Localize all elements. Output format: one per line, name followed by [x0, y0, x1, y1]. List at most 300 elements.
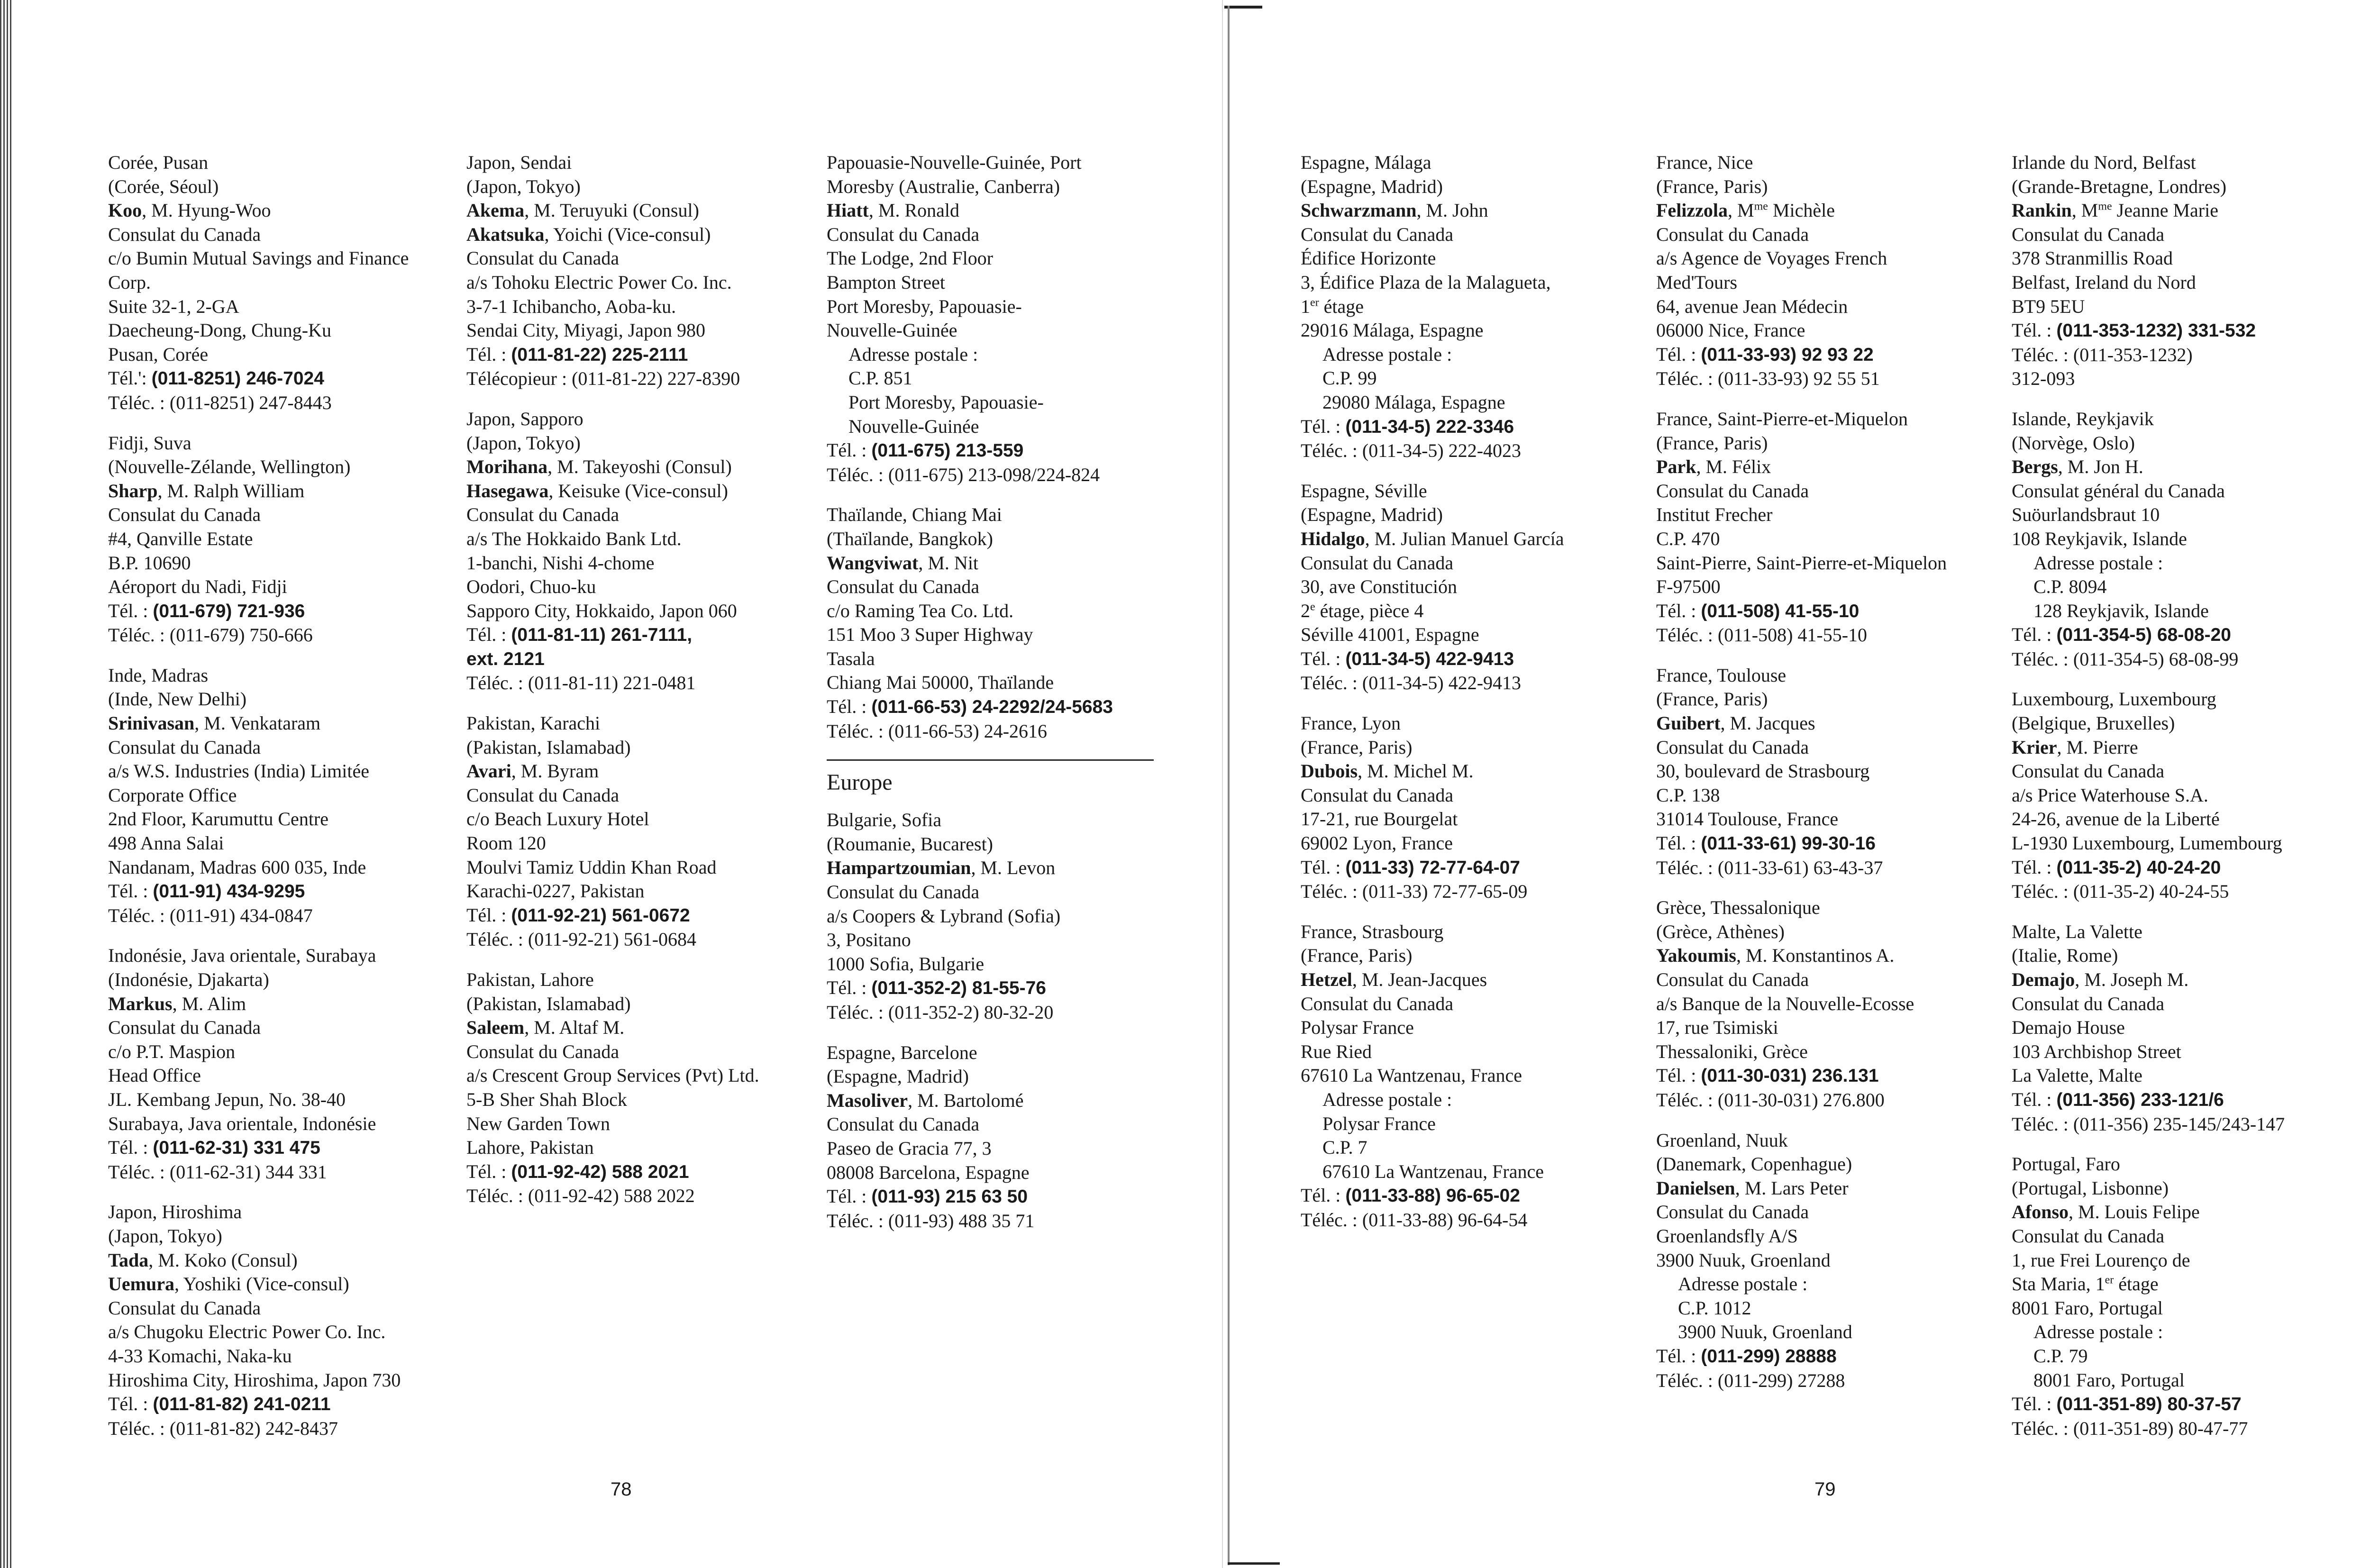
embassy: (Grande-Bretagne, Londres)	[2012, 175, 2227, 197]
phone-prefix: Tél. :	[1301, 647, 1346, 669]
embassy: (Espagne, Madrid)	[827, 1066, 969, 1087]
consul-surname: Avari	[466, 760, 511, 782]
consul-surname: Yakoumis	[1656, 945, 1736, 966]
address-line: Paseo de Gracia 77, 3	[827, 1137, 992, 1159]
postal-address-line: 29080 Málaga, Espagne	[1322, 391, 1505, 413]
phone-prefix: Tél. :	[466, 343, 511, 365]
consul-line	[108, 711, 473, 736]
address-line: Belfast, Ireland du Nord	[2012, 271, 2196, 293]
ordinal-suffix: er	[2105, 1274, 2114, 1286]
embassy: (Nouvelle-Zélande, Wellington)	[108, 456, 351, 478]
postal-address-line: 3900 Nuuk, Groenland	[1678, 1321, 1852, 1343]
phone-line	[108, 366, 473, 391]
consul-surname: Masoliver	[827, 1089, 908, 1111]
location: Japon, Sapporo	[466, 408, 583, 429]
location: Corée, Pusan	[108, 152, 209, 173]
consul-surname: Dubois	[1301, 760, 1358, 782]
address-line: Corp.	[108, 271, 151, 293]
fax-line: Téléc. : (011-354-5) 68-08-99	[2012, 648, 2239, 670]
consulate-entry	[827, 808, 1192, 1024]
consulate-entry	[108, 664, 473, 928]
embassy: Moresby (Australie, Canberra)	[827, 175, 1060, 197]
section-divider	[827, 759, 1154, 761]
fax-line: Téléc. : (011-33-88) 96-64-54	[1301, 1209, 1528, 1231]
address-line: Groenlandsfly A/S	[1656, 1225, 1798, 1247]
consulate-entry	[2012, 687, 2370, 903]
office-name: Consulat du Canada	[1301, 993, 1454, 1014]
consulate-entry	[1656, 1129, 2021, 1393]
office-name: Consulat du Canada	[1656, 736, 1809, 758]
consul-line	[466, 759, 831, 784]
phone-prefix: Tél. :	[108, 1137, 153, 1158]
consul-surname: Morihana	[466, 456, 548, 478]
phone-number: (011-351-89) 80-37-57	[2056, 1394, 2242, 1415]
phone-number: (011-299) 28888	[1701, 1346, 1837, 1367]
address-line: a/s Agence de Voyages French	[1656, 247, 1887, 269]
embassy: (Espagne, Madrid)	[1301, 175, 1443, 197]
fax-line: Téléc. : (011-8251) 247-8443	[108, 392, 332, 413]
consulate-entry	[1656, 407, 2021, 647]
address-line: Karachi-0227, Pakistan	[466, 880, 645, 902]
phone-number: (011-30-031) 236.131	[1701, 1066, 1879, 1086]
phone-line	[466, 903, 831, 928]
phone-number: (011-354-5) 68-08-20	[2056, 625, 2231, 646]
postal-address-label: Adresse postale :	[1678, 1273, 1808, 1295]
vice-consul-line	[108, 1272, 473, 1296]
phone-extension: ext. 2121	[466, 648, 545, 669]
location: France, Toulouse	[1656, 664, 1787, 686]
postal-address-line: Nouvelle-Guinée	[848, 415, 979, 437]
phone-prefix: Tél. :	[827, 1185, 872, 1207]
consul-surname: Krier	[2012, 736, 2057, 758]
address-line: 3, Édifice Plaza de la Malagueta,	[1301, 271, 1551, 293]
office-name: Consulat du Canada	[827, 881, 980, 903]
address-line: Nandanam, Madras 600 035, Inde	[108, 856, 366, 878]
location: Inde, Madras	[108, 664, 209, 686]
office-name: Consulat général du Canada	[2012, 480, 2225, 501]
consulate-entry	[108, 944, 473, 1184]
consul-line	[108, 199, 473, 223]
location: France, Nice	[1656, 152, 1753, 173]
consul-given-name: Michèle	[1768, 200, 1835, 221]
address-line: 64, avenue Jean Médecin	[1656, 295, 1848, 317]
office-name: Consulat du Canada	[827, 223, 980, 245]
address-line: 08008 Barcelona, Espagne	[827, 1161, 1030, 1183]
consulate-entry	[2012, 1152, 2370, 1440]
address-line: Surabaya, Java orientale, Indonésie	[108, 1112, 376, 1134]
phone-line	[108, 879, 473, 904]
consul-line	[2012, 736, 2370, 760]
postal-address-label: Adresse postale :	[2033, 552, 2163, 574]
phone-line	[108, 599, 473, 624]
address-line: 3-7-1 Ichibancho, Aoba-ku.	[466, 295, 676, 317]
phone-number: (011-508) 41-55-10	[1701, 601, 1860, 621]
phone-number: (011-93) 215 63 50	[871, 1186, 1028, 1207]
fax-line: Téléc. : (011-66-53) 24-2616	[827, 720, 1048, 742]
address-line: 2nd Floor, Karumuttu Centre	[108, 808, 328, 830]
postal-address-label: Adresse postale :	[2033, 1321, 2163, 1343]
phone-prefix: Tél. :	[2012, 624, 2057, 646]
phone-number: (011-62-31) 331 475	[153, 1138, 320, 1158]
consul-line	[108, 479, 473, 503]
location: Espagne, Barcelone	[827, 1041, 977, 1063]
postal-address-label: Adresse postale :	[1322, 343, 1452, 365]
phone-line	[1656, 1064, 2021, 1088]
address-line: 1000 Sofia, Bulgarie	[827, 953, 984, 975]
consul-surname: Bergs	[2012, 456, 2058, 478]
address-line: c/o Raming Tea Co. Ltd.	[827, 600, 1014, 621]
address-line: 30, boulevard de Strasbourg	[1656, 760, 1870, 782]
consul-given-name: , M. Levon	[971, 857, 1056, 879]
column-2	[466, 151, 831, 1224]
address-line: Rue Ried	[1301, 1040, 1372, 1062]
phone-number: (011-352-2) 81-55-76	[871, 978, 1046, 999]
postal-address-line: C.P. 79	[2033, 1345, 2088, 1367]
consul-surname: Afonso	[2012, 1201, 2069, 1223]
embassy: (Thaïlande, Bangkok)	[827, 528, 993, 549]
office-name: Consulat du Canada	[1656, 223, 1809, 245]
address-line: a/s Chugoku Electric Power Co. Inc.	[108, 1321, 386, 1343]
section-heading-europe: Europe	[827, 770, 893, 795]
consul-line	[1301, 968, 1666, 992]
address-line: Nouvelle-Guinée	[827, 319, 957, 341]
address-line: 498 Anna Salai	[108, 832, 224, 854]
consul-surname: Wangviwat	[827, 552, 919, 574]
consul-given-name: , M. Jacques	[1720, 712, 1815, 734]
phone-prefix: Tél. :	[108, 1393, 153, 1415]
book-page-edges	[0, 0, 12, 1568]
address-line: 31014 Toulouse, France	[1656, 808, 1839, 830]
fax-line: Téléc. : (011-352-2) 80-32-20	[827, 1002, 1054, 1023]
consul-surname: Rankin	[2012, 200, 2072, 221]
vice-consul-given-name: , Yoshiki (Vice-consul)	[174, 1273, 349, 1295]
consul-surname: Saleem	[466, 1017, 525, 1039]
consul-line	[108, 1249, 473, 1273]
consul-given-name: , M. Félix	[1696, 456, 1771, 478]
consulate-entry	[108, 151, 473, 415]
phone-number: (011-81-82) 241-0211	[153, 1394, 331, 1415]
consul-line	[2012, 968, 2370, 992]
consul-surname: Demajo	[2012, 969, 2075, 990]
phone-number: (011-8251) 246-7024	[151, 368, 324, 389]
location: Espagne, Málaga	[1301, 152, 1431, 173]
phone-prefix: Tél. :	[1301, 1185, 1346, 1206]
column-5	[1656, 151, 2021, 1409]
consul-given-name: , M. Joseph M.	[2075, 969, 2189, 990]
phone-prefix: Tél. :	[466, 1160, 511, 1182]
address-line: 3900 Nuuk, Groenland	[1656, 1249, 1831, 1271]
fax-line: Téléc. : (011-30-031) 276.800	[1656, 1089, 1885, 1111]
title-suffix: me	[2098, 200, 2112, 213]
floor-number: 2	[1301, 600, 1310, 621]
phone-number: (011-679) 721-936	[153, 601, 305, 621]
office-name: Consulat du Canada	[2012, 993, 2165, 1014]
fax-line: Téléc. : (011-33-61) 63-43-37	[1656, 857, 1883, 878]
address-line: Demajo House	[2012, 1017, 2125, 1039]
consul-line	[827, 856, 1192, 880]
phone-line	[1656, 831, 2021, 856]
consul-given-name: , M. Byram	[511, 760, 599, 782]
consulate-entry	[827, 503, 1192, 743]
office-name: Consulat du Canada	[2012, 760, 2165, 782]
consul-line	[1656, 1176, 2021, 1201]
embassy: (Roumanie, Bucarest)	[827, 833, 993, 855]
embassy: (Italie, Rome)	[2012, 945, 2118, 966]
consul-title: , M	[2071, 200, 2098, 221]
vice-consul-given-name: , Yoichi (Vice-consul)	[544, 223, 711, 245]
address-line: 67610 La Wantzenau, France	[1301, 1065, 1522, 1086]
phone-number: (011-34-5) 422-9413	[1345, 648, 1514, 669]
fax-line: Téléc. : (011-508) 41-55-10	[1656, 624, 1868, 646]
phone-prefix: Tél. :	[108, 600, 153, 621]
embassy: (France, Paris)	[1301, 945, 1413, 966]
fax-line: Téléc. : (011-93) 488 35 71	[827, 1210, 1035, 1231]
phone-prefix: Tél. :	[2012, 1393, 2057, 1415]
phone-number: (011-33-61) 99-30-16	[1701, 833, 1876, 854]
office-name: Consulat du Canada	[466, 247, 620, 269]
fax-line: Téléc. : (011-34-5) 422-9413	[1301, 672, 1522, 694]
consul-line	[466, 199, 831, 223]
phone-line	[2012, 319, 2370, 343]
address-line: 8001 Faro, Portugal	[2012, 1297, 2163, 1319]
consul-line	[827, 551, 1192, 575]
location: France, Saint-Pierre-et-Miquelon	[1656, 408, 1908, 429]
postal-address-line: 8001 Faro, Portugal	[2033, 1369, 2185, 1391]
phone-prefix: Tél. :	[1656, 600, 1701, 621]
consulate-entry	[466, 407, 831, 695]
consul-line	[1301, 527, 1666, 551]
location: Pakistan, Karachi	[466, 712, 601, 734]
location: Fidji, Suva	[108, 432, 191, 454]
address-line: Port Moresby, Papouasie-	[827, 295, 1022, 317]
consul-line	[108, 992, 473, 1016]
consul-surname: Akema	[466, 200, 525, 221]
consul-surname: Sharp	[108, 480, 158, 501]
floor-word: étage, pièce 4	[1315, 600, 1424, 621]
consul-surname: Hiatt	[827, 200, 869, 221]
address-line: a/s Crescent Group Services (Pvt) Ltd.	[466, 1065, 759, 1086]
address-line: Séville 41001, Espagne	[1301, 624, 1479, 646]
address-line: Head Office	[108, 1065, 201, 1086]
embassy: (Grèce, Athènes)	[1656, 921, 1785, 942]
consul-given-name: , M. Pierre	[2057, 736, 2138, 758]
consul-surname: Koo	[108, 200, 142, 221]
address-line: Bampton Street	[827, 271, 945, 293]
address-line: C.P. 138	[1656, 784, 1720, 806]
office-name: Consulat du Canada	[827, 576, 980, 598]
consul-surname: Srinivasan	[108, 712, 195, 734]
office-name: Consulat du Canada	[827, 1113, 980, 1135]
address-line: F-97500	[1656, 576, 1721, 598]
vice-consul-given-name: , Keisuke (Vice-consul)	[548, 480, 728, 501]
consulate-entry	[2012, 151, 2370, 391]
address-line: a/s Price Waterhouse S.A.	[2012, 784, 2208, 806]
consulate-entry	[1301, 711, 1666, 904]
phone-number: (011-675) 213-559	[871, 440, 1024, 461]
phone-line	[1301, 415, 1666, 439]
consul-given-name: , M. Ronald	[868, 200, 959, 221]
address-floor	[1301, 599, 1666, 623]
consul-line	[1656, 944, 2021, 968]
consul-given-name: , M. Takeyoshi (Consul)	[547, 456, 732, 478]
consulate-entry	[827, 1041, 1192, 1233]
consul-line	[1301, 759, 1666, 784]
consul-line	[827, 199, 1192, 223]
vice-consul-surname: Akatsuka	[466, 223, 545, 245]
postal-address-line: C.P. 7	[1322, 1137, 1367, 1158]
consul-line	[1301, 199, 1666, 223]
consul-surname: Hidalgo	[1301, 528, 1365, 549]
phone-line	[827, 1185, 1192, 1209]
page-edge-mark	[1224, 6, 1262, 9]
address-line: 29016 Málaga, Espagne	[1301, 319, 1484, 341]
address-line: 17-21, rue Bourgelat	[1301, 808, 1458, 830]
location: Islande, Reykjavik	[2012, 408, 2154, 429]
fax-line-continued: 312-093	[2012, 368, 2075, 390]
embassy: (Espagne, Madrid)	[1301, 504, 1443, 526]
address-line: BT9 5EU	[2012, 295, 2085, 317]
office-name: Consulat du Canada	[466, 784, 620, 806]
fax-line: Téléc. : (011-81-11) 221-0481	[466, 672, 696, 694]
address-line: Institut Frecher	[1656, 504, 1773, 526]
consul-surname: Schwarzmann	[1301, 200, 1417, 221]
address-line: a/s The Hokkaido Bank Ltd.	[466, 528, 682, 549]
consul-given-name: , M. Louis Felipe	[2069, 1201, 2200, 1223]
phone-line	[1656, 343, 2021, 367]
address-line: Sendai City, Miyagi, Japon 980	[466, 319, 706, 341]
vice-consul-surname: Uemura	[108, 1273, 174, 1295]
embassy: (Danemark, Copenhague)	[1656, 1153, 1852, 1175]
vice-consul-line	[466, 479, 831, 503]
address-line: 108 Reykjavik, Islande	[2012, 528, 2187, 549]
fax-line: Téléc. : (011-34-5) 222-4023	[1301, 440, 1522, 462]
office-name: Consulat du Canada	[1301, 784, 1454, 806]
phone-prefix: Tél. :	[1656, 1065, 1701, 1086]
address-line: Polysar France	[1301, 1017, 1414, 1039]
embassy: (Portugal, Lisbonne)	[2012, 1177, 2169, 1199]
phone-line	[108, 1392, 473, 1417]
phone-number: (011-91) 434-9295	[153, 881, 305, 902]
location: Japon, Sendai	[466, 152, 572, 173]
address-line: 1, rue Frei Lourenço de	[2012, 1249, 2190, 1271]
fax-line: Téléc. : (011-62-31) 344 331	[108, 1161, 327, 1183]
location: Japon, Hiroshima	[108, 1201, 242, 1223]
consul-given-name: , M. Alim	[172, 993, 246, 1014]
consul-surname: Felizzola	[1656, 200, 1728, 221]
fax-line: Téléc. : (011-92-42) 588 2022	[466, 1185, 695, 1207]
phone-line	[1656, 1344, 2021, 1369]
office-name: Consulat du Canada	[1656, 969, 1809, 990]
phone-number: (011-92-21) 561-0672	[511, 905, 690, 926]
consul-surname: Park	[1656, 456, 1696, 478]
address-line: Hiroshima City, Hiroshima, Japon 730	[108, 1369, 401, 1391]
address-line: a/s Coopers & Lybrand (Sofia)	[827, 905, 1061, 927]
office-name: Consulat du Canada	[466, 1040, 620, 1062]
consul-given-name: , M. Koko (Consul)	[148, 1249, 298, 1271]
address-line: Med'Tours	[1656, 271, 1738, 293]
consul-given-name: Jeanne Marie	[2112, 200, 2218, 221]
ordinal-suffix: e	[1310, 601, 1315, 613]
floor-number: 1	[1301, 295, 1310, 317]
phone-prefix: Tél. :	[827, 439, 872, 461]
embassy: (France, Paris)	[1301, 736, 1413, 758]
fax-line: Téléc. : (011-91) 434-0847	[108, 904, 313, 926]
consul-line	[1656, 711, 2021, 736]
address-floor	[1301, 295, 1666, 319]
consul-given-name: , M. Michel M.	[1358, 760, 1474, 782]
consul-line	[2012, 1200, 2370, 1224]
phone-prefix: Tél. :	[1656, 343, 1701, 365]
address-line: a/s Banque de la Nouvelle-Ecosse	[1656, 993, 1914, 1014]
office-name: Consulat du Canada	[1301, 552, 1454, 574]
location: Portugal, Faro	[2012, 1153, 2120, 1175]
address-line: Tasala	[827, 647, 875, 669]
consulate-entry	[1656, 151, 2021, 391]
phone-prefix: Tél. :	[2012, 856, 2057, 878]
consulate-entry	[1656, 896, 2021, 1112]
office-name: Consulat du Canada	[2012, 1225, 2165, 1247]
consul-given-name: , M. Venkataram	[194, 712, 321, 734]
consul-surname: Hetzel	[1301, 969, 1352, 990]
floor-word: étage	[2114, 1273, 2159, 1295]
address-line: 4-33 Komachi, Naka-ku	[108, 1345, 292, 1367]
fax-line: Téléc. : (011-353-1232)	[2012, 344, 2193, 365]
phone-line	[827, 438, 1192, 463]
address-line: 30, ave Constitución	[1301, 576, 1457, 598]
office-name: Consulat du Canada	[108, 1017, 261, 1039]
consul-line	[466, 455, 831, 479]
consul-line	[466, 1016, 831, 1040]
phone-prefix: Tél. :	[2012, 1088, 2057, 1110]
consulate-entry	[827, 151, 1192, 487]
postal-address-line: C.P. 99	[1322, 367, 1377, 389]
postal-address-line: 67610 La Wantzenau, France	[1322, 1160, 1544, 1182]
phone-prefix: Tél. :	[1301, 415, 1346, 437]
phone-number: (011-353-1232) 331-532	[2056, 320, 2256, 341]
consul-given-name: , M. Teruyuki (Consul)	[524, 200, 699, 221]
embassy: (France, Paris)	[1656, 175, 1768, 197]
address-floor	[2012, 1272, 2370, 1296]
consul-surname: Danielsen	[1656, 1177, 1735, 1199]
book-spine-shadow	[1222, 0, 1223, 1568]
address-line: a/s W.S. Industries (India) Limitée	[108, 760, 370, 782]
postal-address-label: Adresse postale :	[1322, 1088, 1452, 1110]
vice-consul-surname: Hasegawa	[466, 480, 549, 501]
column-6	[2012, 151, 2370, 1457]
phone-line	[1656, 599, 2021, 624]
phone-line	[466, 623, 831, 647]
phone-line	[466, 343, 831, 367]
fax-line: Téléc. : (011-675) 213-098/224-824	[827, 464, 1100, 485]
phone-number: (011-35-2) 40-24-20	[2056, 857, 2221, 878]
consul-surname: Markus	[108, 993, 173, 1014]
address-line: The Lodge, 2nd Floor	[827, 247, 994, 269]
office-name: Consulat du Canada	[1301, 223, 1454, 245]
consul-given-name: , M. John	[1416, 200, 1488, 221]
consul-line	[1656, 455, 2021, 479]
phone-line	[1301, 1184, 1666, 1208]
address-line: La Valette, Malte	[2012, 1065, 2142, 1086]
address-line: Sapporo City, Hokkaido, Japon 060	[466, 600, 737, 621]
fax-line: Téléc. : (011-33-93) 92 55 51	[1656, 368, 1880, 390]
office-name: Consulat du Canada	[1656, 1201, 1809, 1223]
location: Grèce, Thessalonique	[1656, 897, 1820, 919]
page-number-left: 78	[611, 1479, 632, 1500]
consul-given-name: , M. Altaf M.	[524, 1017, 625, 1039]
consul-given-name: , M. Jean-Jacques	[1352, 969, 1487, 990]
address-line: L-1930 Luxembourg, Lumembourg	[2012, 832, 2282, 854]
fax-line: Télécopieur : (011-81-22) 227-8390	[466, 368, 740, 390]
